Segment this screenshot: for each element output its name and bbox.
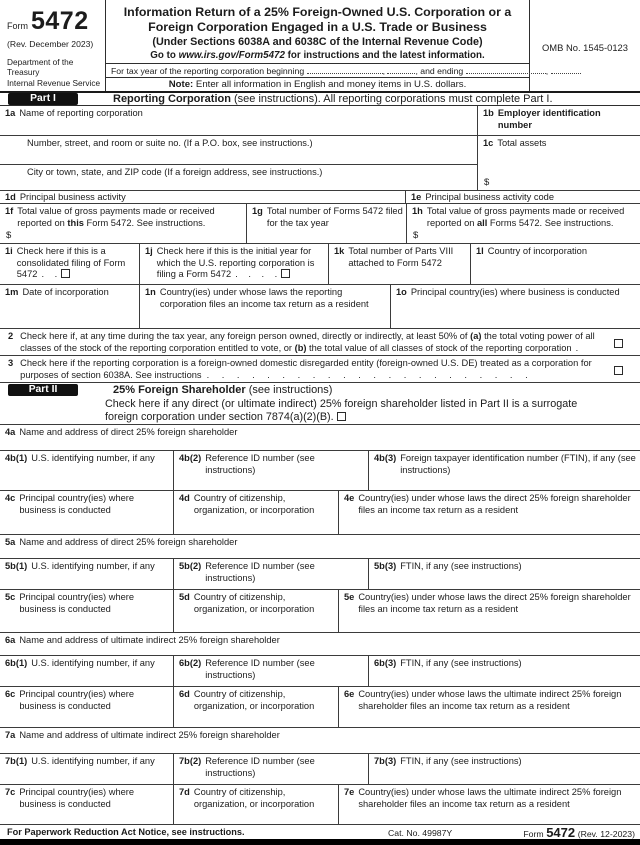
- field-4c-text: Principal country(ies) where business is conducted: [19, 493, 135, 515]
- part1-heading: [113, 93, 553, 105]
- field-1i-label: [5, 246, 136, 281]
- field-6b2-text: Reference ID number (see instructions): [205, 658, 315, 680]
- field-7b2-label: [179, 756, 365, 779]
- field-1g-text: Total number of Forms 5472 filed for the tax year: [266, 206, 403, 228]
- field-1m-text: Date of incorporation: [22, 287, 109, 297]
- field-4a-label: [5, 427, 637, 439]
- row-address-1c: [0, 136, 640, 191]
- note-label: Note:: [168, 79, 194, 90]
- field-1l-number: 1l: [476, 246, 484, 256]
- field-4b2-number: 4b(2): [179, 453, 202, 463]
- field-1h-number: 1h: [412, 206, 423, 216]
- field-4b1-number: 4b(1): [5, 453, 28, 463]
- field-1j-cell[interactable]: [139, 244, 328, 284]
- field-6b3-text: FTIN, if any (see instructions): [400, 658, 522, 668]
- part1-header: [0, 93, 640, 106]
- field-1g-cell[interactable]: [246, 204, 406, 243]
- field-6b1-label: [5, 658, 170, 670]
- form-word: Form: [7, 21, 28, 31]
- tax-year-line: [106, 63, 549, 77]
- tax-year-text: For tax year of the reporting corporation beginning: [111, 66, 305, 76]
- row-5c-5d-5e: [0, 590, 640, 633]
- field-1f-text2: Form 5472. See instructions.: [83, 217, 206, 228]
- field-1n-cell[interactable]: [139, 285, 390, 328]
- title-block: [106, 0, 549, 91]
- footer-form-id: [523, 825, 635, 840]
- line-3-row: [0, 356, 640, 383]
- field-1d-cell[interactable]: [0, 191, 405, 203]
- field-1a-label: [5, 108, 474, 120]
- field-7e-text: Country(ies) under whose laws the ultimate indirect 25% foreign shareholder files an income tax return as a resident: [358, 787, 622, 809]
- field-4b2-label: [179, 453, 365, 476]
- line-2-text1: Check here if, at any time during the tax year, any foreign person owned, directly or indirectly, at least 50% of: [20, 331, 471, 341]
- field-1i-number: 1i: [5, 246, 13, 256]
- form-header: [0, 0, 640, 93]
- field-6a-label: [5, 635, 637, 647]
- field-1c-label: [483, 138, 637, 150]
- note-text: Enter all information in English and money items in U.S. dollars.: [193, 79, 467, 90]
- field-5c-number: 5c: [5, 592, 16, 602]
- field-4c-cell[interactable]: [0, 491, 173, 534]
- field-1c-number: 1c: [483, 138, 494, 148]
- field-4b2-cell[interactable]: [173, 451, 368, 490]
- field-1e-cell[interactable]: [405, 191, 640, 203]
- paperwork-notice: For Paperwork Reduction Act Notice, see instructions.: [7, 827, 245, 837]
- field-7b2-number: 7b(2): [179, 756, 202, 766]
- row-1i-1j-1k-1l: [0, 244, 640, 285]
- field-1h-bold: all: [477, 217, 488, 228]
- agency-line-2: Internal Revenue Service: [7, 77, 101, 88]
- comma-1: ,: [382, 66, 386, 76]
- field-1g-number: 1g: [252, 206, 263, 216]
- field-1a-cell[interactable]: [0, 106, 477, 135]
- field-7b3-number: 7b(3): [374, 756, 397, 766]
- field-4d-text: Country of citizenship, organization, or incorporation: [193, 493, 315, 515]
- field-4d-label: [179, 493, 335, 516]
- field-1k-cell[interactable]: [328, 244, 470, 284]
- field-5a-text: Name and address of direct 25% foreign shareholder: [19, 537, 238, 547]
- field-5a-number: 5a: [5, 537, 16, 547]
- field-5b3-text: FTIN, if any (see instructions): [400, 561, 522, 571]
- row-7b: [0, 754, 640, 785]
- field-1f-text1: Total value of gross payments made or received reported on: [17, 206, 215, 228]
- form-title-line1: Information Return of a 25% Foreign-Owned U.S. Corporation or a: [123, 5, 512, 19]
- field-7d-text: Country of citizenship, organization, or incorporation: [193, 787, 315, 809]
- row-6c-6d-6e: [0, 687, 640, 728]
- field-1h-label: [412, 206, 637, 229]
- form-number: 5472: [31, 7, 89, 35]
- field-1h-currency: $: [413, 230, 419, 241]
- field-5b2-label: [179, 561, 365, 584]
- field-1o-text: Principal country(ies) where business is conducted: [410, 287, 620, 297]
- part2-header: [0, 383, 640, 425]
- field-7e-label: [344, 787, 637, 810]
- field-6b3-number: 6b(3): [374, 658, 397, 668]
- field-1n-text: Country(ies) under whose laws the reporting corporation files an income tax return as a resident: [159, 287, 369, 309]
- field-street-cell[interactable]: [0, 136, 477, 165]
- field-1b-label: [483, 108, 637, 131]
- and-ending-text: , and ending: [415, 66, 464, 76]
- field-7a-text: Name and address of ultimate indirect 25% foreign shareholder: [19, 730, 280, 740]
- field-7d-number: 7d: [179, 787, 190, 797]
- field-4c-label: [5, 493, 170, 516]
- field-1b-text: Employer identification number: [497, 108, 601, 130]
- field-7c-label: [5, 787, 170, 810]
- field-7c-number: 7c: [5, 787, 16, 797]
- field-6d-text: Country of citizenship, organization, or incorporation: [193, 689, 315, 711]
- field-1e-text: Principal business activity code: [425, 192, 555, 202]
- field-5e-number: 5e: [344, 592, 355, 602]
- field-5d-cell[interactable]: [173, 590, 338, 632]
- field-5d-label: [179, 592, 335, 615]
- form-subtitle: (Under Sections 6038A and 6038C of the Internal Revenue Code): [152, 36, 483, 49]
- field-5d-number: 5d: [179, 592, 190, 602]
- field-7b1-cell[interactable]: [0, 754, 173, 784]
- field-7a-cell[interactable]: [0, 728, 640, 753]
- row-7a: [0, 728, 640, 754]
- field-6e-text: Country(ies) under whose laws the ultimate indirect 25% foreign shareholder files an income tax return as a resident: [358, 689, 622, 711]
- row-1a-1b: [0, 106, 640, 136]
- field-4d-cell[interactable]: [173, 491, 338, 534]
- footer-form-word: Form: [523, 829, 544, 839]
- field-1f-label: [5, 206, 243, 229]
- field-5b2-cell[interactable]: [173, 559, 368, 589]
- revision-date: (Rev. December 2023): [7, 39, 94, 49]
- field-1j-number: 1j: [145, 246, 153, 256]
- row-4c-4d-4e: [0, 491, 640, 535]
- line-3-label: [0, 356, 640, 381]
- form-id-block: [0, 0, 106, 91]
- field-1h-text1: Total value of gross payments made or received reported on: [426, 206, 625, 228]
- field-1d-text: Principal business activity: [19, 192, 126, 202]
- field-1k-number: 1k: [334, 246, 345, 256]
- field-4b2-text: Reference ID number (see instructions): [205, 453, 315, 475]
- field-city-cell[interactable]: [0, 165, 477, 190]
- field-4e-text: Country(ies) under whose laws the direct 25% foreign shareholder files an income tax return as a resident: [358, 493, 631, 515]
- field-5e-cell[interactable]: [338, 590, 640, 632]
- field-1m-number: 1m: [5, 287, 19, 297]
- field-5b3-label: [374, 561, 637, 573]
- field-1o-number: 1o: [396, 287, 407, 297]
- field-1n-label: [145, 287, 387, 310]
- footer-form-number: 5472: [546, 825, 576, 840]
- field-5c-cell[interactable]: [0, 590, 173, 632]
- field-1b-cell[interactable]: [477, 106, 640, 135]
- row-5b: [0, 559, 640, 590]
- part2-heading-rest: (see instructions): [245, 384, 333, 396]
- field-4a-number: 4a: [5, 427, 16, 437]
- field-6c-cell[interactable]: [0, 687, 173, 727]
- field-4b3-number: 4b(3): [374, 453, 397, 463]
- field-street-text: Number, street, and room or suite no. (If a P.O. box, see instructions.): [27, 138, 313, 148]
- field-6b2-label: [179, 658, 365, 681]
- row-1f-1g-1h: [0, 204, 640, 244]
- agency-line-1: Department of the Treasury: [7, 56, 74, 78]
- footer-revision: (Rev. 12-2023): [577, 829, 635, 839]
- tax-year-begin-year-field[interactable]: [387, 66, 415, 74]
- field-1j-text: Check here if this is the initial year for which the U.S. reporting corporation is filing a Form 5472: [156, 246, 315, 280]
- field-6d-number: 6d: [179, 689, 190, 699]
- field-1l-label: [476, 246, 637, 258]
- field-7a-number: 7a: [5, 730, 16, 740]
- note-line: [106, 77, 529, 91]
- omb-block: [530, 0, 640, 91]
- field-5b2-number: 5b(2): [179, 561, 202, 571]
- field-1n-number: 1n: [145, 287, 156, 297]
- row-4b: [0, 451, 640, 491]
- field-6b1-text: U.S. identifying number, if any: [31, 658, 155, 668]
- field-7b3-cell[interactable]: [368, 754, 640, 784]
- line-2-label: [0, 329, 640, 354]
- field-6a-cell[interactable]: [0, 633, 640, 655]
- field-4b1-cell[interactable]: [0, 451, 173, 490]
- field-4e-label: [344, 493, 637, 516]
- field-5b3-number: 5b(3): [374, 561, 397, 571]
- field-1f-currency: $: [6, 230, 12, 241]
- field-1i-text: Check here if this is a consolidated filing of Form 5472: [16, 246, 126, 280]
- field-7b2-cell[interactable]: [173, 754, 368, 784]
- field-6e-number: 6e: [344, 689, 355, 699]
- field-7b3-label: [374, 756, 637, 768]
- field-1c-cell[interactable]: [477, 136, 640, 190]
- field-4e-cell[interactable]: [338, 491, 640, 534]
- field-4d-number: 4d: [179, 493, 190, 503]
- row-4a: [0, 425, 640, 451]
- initial-year-checkbox[interactable]: [281, 269, 290, 278]
- part2-heading-bold: 25% Foreign Shareholder: [113, 384, 246, 396]
- foreign-owned-de-checkbox[interactable]: [614, 366, 623, 375]
- part1-tab: Part I: [8, 93, 78, 105]
- catalog-number: Cat. No. 49987Y: [388, 828, 453, 838]
- field-6d-label: [179, 689, 335, 712]
- field-1e-label: [411, 192, 637, 203]
- field-7d-label: [179, 787, 335, 810]
- field-4b3-cell[interactable]: [368, 451, 640, 490]
- omb-number: OMB No. 1545-0123: [542, 42, 628, 53]
- field-4a-text: Name and address of direct 25% foreign shareholder: [19, 427, 238, 437]
- field-1o-cell[interactable]: [390, 285, 640, 328]
- form-footer: [0, 825, 640, 839]
- field-1j-leader: . . . .: [235, 269, 278, 280]
- field-1d-number: 1d: [5, 192, 16, 202]
- field-4b1-label: [5, 453, 170, 465]
- field-6b3-cell[interactable]: [368, 656, 640, 686]
- field-1d-label: [5, 192, 402, 203]
- field-5b2-text: Reference ID number (see instructions): [205, 561, 315, 583]
- line-3-text: Check here if the reporting corporation is a foreign-owned domestic disregarded entity (foreign-owned U.S. DE) treated as a corporation for purposes of section 6038A. See instructions: [20, 358, 592, 380]
- field-7b1-label: [5, 756, 170, 768]
- field-1f-cell[interactable]: [0, 204, 246, 243]
- field-4b3-text: Foreign taxpayer identification number (FTIN), if any (see instructions): [400, 453, 636, 475]
- field-7d-cell[interactable]: [173, 785, 338, 824]
- field-5c-label: [5, 592, 170, 615]
- field-1j-label: [145, 246, 325, 281]
- field-6b2-number: 6b(2): [179, 658, 202, 668]
- consolidated-filing-checkbox[interactable]: [61, 269, 70, 278]
- field-6e-label: [344, 689, 637, 712]
- field-1a-text: Name of reporting corporation: [19, 108, 143, 118]
- surrogate-statement: [105, 398, 583, 425]
- line-2-number: 2: [8, 331, 14, 341]
- field-7b3-text: FTIN, if any (see instructions): [400, 756, 522, 766]
- field-4b3-label: [374, 453, 637, 476]
- field-4e-number: 4e: [344, 493, 355, 503]
- irs-url: www.irs.gov/Form5472: [178, 50, 285, 62]
- field-1o-label: [396, 287, 637, 299]
- field-1m-cell[interactable]: [0, 285, 139, 328]
- field-6a-text: Name and address of ultimate indirect 25% foreign shareholder: [19, 635, 280, 645]
- field-5b1-text: U.S. identifying number, if any: [31, 561, 155, 571]
- form-title-line2: Foreign Corporation Engaged in a U.S. Trade or Business: [148, 20, 487, 35]
- line-2-row: [0, 329, 640, 356]
- goto-line: [106, 50, 529, 61]
- field-1c-currency: $: [484, 177, 490, 188]
- field-6b1-number: 6b(1): [5, 658, 28, 668]
- field-1m-label: [5, 287, 136, 299]
- field-6d-cell[interactable]: [173, 687, 338, 727]
- field-6c-number: 6c: [5, 689, 16, 699]
- field-5b1-number: 5b(1): [5, 561, 28, 571]
- field-1i-cell[interactable]: [0, 244, 139, 284]
- tax-year-begin-date-field[interactable]: [307, 66, 386, 76]
- field-7b1-text: U.S. identifying number, if any: [31, 756, 155, 766]
- part2-tab: Part II: [8, 384, 78, 396]
- field-1c-text: Total assets: [497, 138, 547, 148]
- goto-prefix: Go to: [150, 50, 179, 62]
- field-1k-label: [334, 246, 467, 269]
- field-7e-cell[interactable]: [338, 785, 640, 824]
- field-1a-number: 1a: [5, 108, 16, 118]
- field-6c-text: Principal country(ies) where business is conducted: [19, 689, 135, 711]
- surrogate-foreign-corp-checkbox[interactable]: [337, 412, 346, 421]
- line-3-leader: . . . . . . . . . . . . . . . . . . . . . .: [206, 369, 528, 380]
- field-7b2-text: Reference ID number (see instructions): [205, 756, 315, 778]
- field-5a-label: [5, 537, 637, 549]
- field-6e-cell[interactable]: [338, 687, 640, 727]
- field-6b3-label: [374, 658, 637, 670]
- field-city-text: City or town, state, and ZIP code (If a foreign address, see instructions.): [27, 167, 323, 177]
- field-5b1-label: [5, 561, 170, 573]
- field-1b-number: 1b: [483, 108, 494, 118]
- field-4a-cell[interactable]: [0, 425, 640, 450]
- field-1i-leader: . .: [41, 269, 58, 280]
- field-7c-cell[interactable]: [0, 785, 173, 824]
- field-6b1-cell[interactable]: [0, 656, 173, 686]
- surrogate-text: Check here if any direct (or ultimate indirect) 25% foreign shareholder listed in Part II is a surrogate foreign corporation under section 7874(a)(2)(B).: [105, 398, 578, 424]
- field-6b2-cell[interactable]: [173, 656, 368, 686]
- foreign-person-50pct-checkbox[interactable]: [614, 339, 623, 348]
- field-1h-text2: Forms 5472. See instructions.: [487, 217, 614, 228]
- part2-heading: [113, 384, 332, 396]
- goto-suffix: for instructions and the latest information.: [284, 50, 485, 62]
- row-7c-7d-7e: [0, 785, 640, 825]
- field-5b3-cell[interactable]: [368, 559, 640, 589]
- line-3-number: 3: [8, 358, 14, 368]
- field-5a-cell[interactable]: [0, 535, 640, 558]
- field-6c-label: [5, 689, 170, 712]
- field-5c-text: Principal country(ies) where business is conducted: [19, 592, 135, 614]
- field-1f-number: 1f: [5, 206, 14, 216]
- row-1m-1n-1o: [0, 285, 640, 329]
- agency-block: [7, 57, 101, 88]
- field-1g-label: [252, 206, 403, 229]
- field-5b1-cell[interactable]: [0, 559, 173, 589]
- row-1d-1e: [0, 191, 640, 204]
- field-1e-number: 1e: [411, 192, 422, 202]
- field-1h-cell[interactable]: [406, 204, 640, 243]
- comma-2: ,: [545, 66, 549, 76]
- part1-heading-bold: Reporting Corporation: [113, 93, 231, 105]
- row-6a: [0, 633, 640, 656]
- line-2-text3: the total value of all classes of stock of the reporting corporation: [306, 342, 572, 353]
- row-6b: [0, 656, 640, 687]
- address-column: [0, 136, 477, 190]
- field-7a-label: [5, 730, 637, 742]
- line-2-leader: .: [575, 342, 579, 353]
- field-7c-text: Principal country(ies) where business is conducted: [19, 787, 135, 809]
- part1-heading-rest: (see instructions). All reporting corporations must complete Part I.: [230, 93, 553, 105]
- field-1l-cell[interactable]: [470, 244, 640, 284]
- line-2-text2: the total voting power of all classes of the stock of the reporting corporation entitled to vote, or: [20, 331, 595, 353]
- field-7b1-number: 7b(1): [5, 756, 28, 766]
- field-6a-number: 6a: [5, 635, 16, 645]
- field-1k-text: Total number of Parts VIII attached to Form 5472: [348, 246, 454, 268]
- line-2-bold-b: (b): [294, 342, 307, 353]
- line-2-bold-a: (a): [470, 331, 482, 341]
- field-4c-number: 4c: [5, 493, 16, 503]
- field-1f-bold: this: [67, 217, 84, 228]
- field-5e-text: Country(ies) under whose laws the direct 25% foreign shareholder files an income tax return as a resident: [358, 592, 631, 614]
- field-1l-text: Country of incorporation: [487, 246, 587, 256]
- row-5a: [0, 535, 640, 559]
- field-7e-number: 7e: [344, 787, 355, 797]
- field-5d-text: Country of citizenship, organization, or incorporation: [193, 592, 315, 614]
- field-5e-label: [344, 592, 637, 615]
- field-4b1-text: U.S. identifying number, if any: [31, 453, 155, 463]
